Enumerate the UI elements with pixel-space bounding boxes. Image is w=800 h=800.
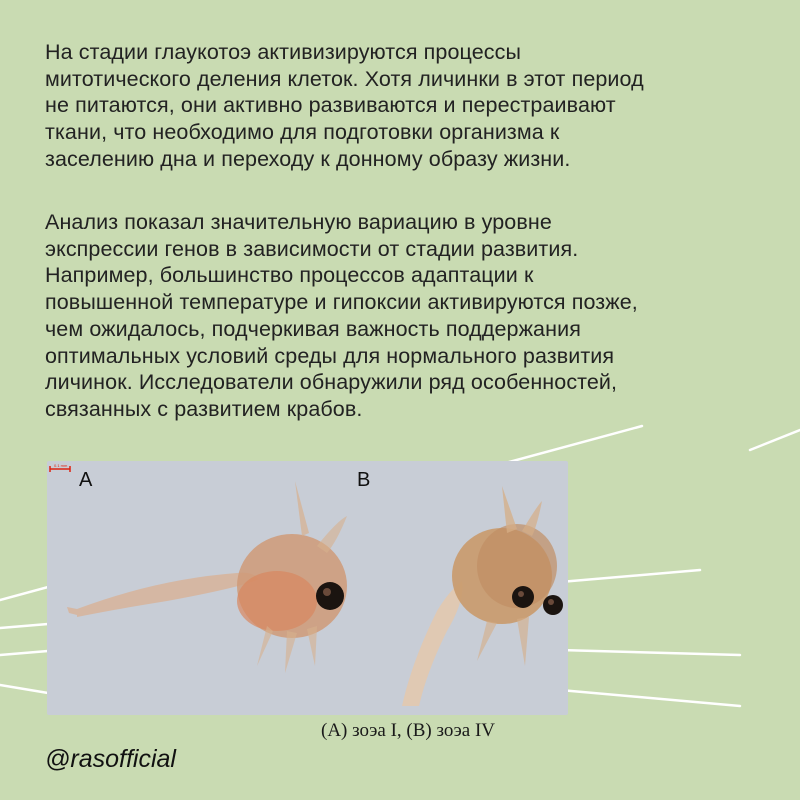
account-handle: @rasofficial [45, 745, 176, 773]
paragraph-glaucothoe: На стадии глаукотоэ активизируются процессы митотического деления клеток. Хотя личинки в этот период не питаются, они активно развиваются и перестраивают ткани, что необходимо для подготовки организма к заселению дна и переходу к донному образу жизни. [45, 40, 644, 171]
larva-b [402, 486, 563, 706]
label-b: B [357, 469, 371, 491]
figure-caption: (A) зоэа I, (B) зоэа IV [321, 720, 496, 741]
eye-a [316, 582, 344, 610]
larvae-photo [47, 461, 568, 715]
eye-b-left [512, 586, 534, 608]
larva-a [67, 481, 347, 673]
label-a: A [79, 469, 93, 491]
eye-b-right [543, 595, 563, 615]
svg-text:0.1 mm: 0.1 mm [54, 463, 68, 468]
paragraph-analysis: Анализ показал значительную вариацию в уровне экспрессии генов в зависимости от стадии развития. Например, большинство процессов адаптации к повышенной температуре и гипоксии активируются позже, чем ожидалось, подчеркивая важность поддержания оптимальных условий среды для нормального развития личинок. Исследователи обнаружили ряд особенностей, связанных с развитием крабов. [45, 210, 638, 421]
